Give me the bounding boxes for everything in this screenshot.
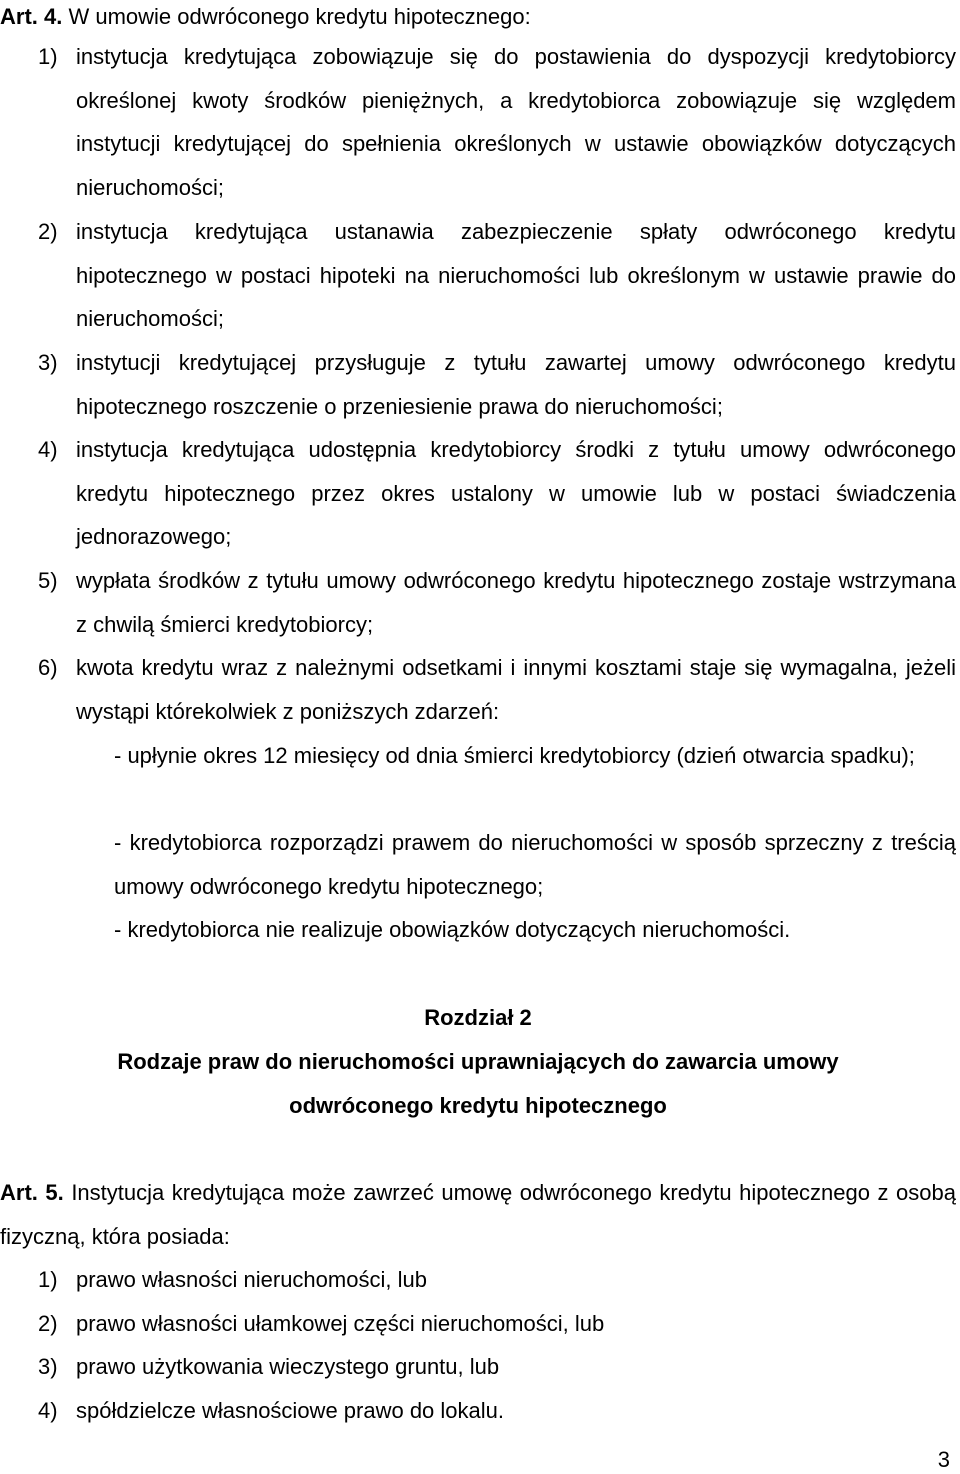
article-4-heading — [0, 2, 956, 32]
item-number: 3) — [38, 350, 58, 375]
article-4-item-4 — [38, 428, 956, 559]
article-5-item-3 — [38, 1345, 956, 1389]
article-4-subitem-1: - upłynie okres 12 miesięcy od dnia śmierci kredytobiorcy (dzień otwarcia spadku); — [114, 743, 915, 768]
item-text: instytucja kredytująca udostępnia kredytobiorcy środki z tytułu umowy odwróconego kredytu hipotecznego przez okres ustalony w umowie lub w postaci świadczenia jednorazowego; — [76, 437, 956, 550]
article-4-subitem-2: - kredytobiorca rozporządzi prawem do nieruchomości w sposób sprzeczny z treścią umowy odwróconego kredytu hipotecznego; — [114, 830, 956, 899]
chapter-number: Rozdział 2 — [424, 1005, 532, 1030]
item-text: spółdzielcze własnościowe prawo do lokalu. — [76, 1398, 505, 1423]
item-number: 1) — [38, 44, 58, 69]
chapter-title-line-2: odwróconego kredytu hipotecznego — [289, 1093, 667, 1118]
article-5-label: Art. 5. — [0, 1180, 64, 1205]
article-4-label: Art. 4. — [0, 4, 63, 29]
item-number: 3) — [38, 1354, 58, 1379]
item-text: instytucja kredytująca zobowiązuje się do postawienia do dyspozycji kredytobiorcy określonej kwoty środków pieniężnych, a kredytobiorca zobowiązuje się względem instytucji kredytującej do spełnienia określonych w ustawie obowiązków dotyczących nieruchomości; — [76, 44, 956, 200]
item-number: 6) — [38, 655, 58, 680]
item-text: prawo własności nieruchomości, lub — [76, 1267, 427, 1292]
item-text: instytucja kredytująca ustanawia zabezpieczenie spłaty odwróconego kredytu hipotecznego w postaci hipoteki na nieruchomości lub określonym w ustawie prawie do nieruchomości; — [76, 219, 956, 332]
article-5-intro: Instytucja kredytująca może zawrzeć umowę odwróconego kredytu hipotecznego z osobą fizyczną, która posiada: — [0, 1180, 956, 1249]
page-number: 3 — [937, 1447, 950, 1472]
item-text: kwota kredytu wraz z należnymi odsetkami i innymi kosztami staje się wymagalna, jeżeli wystąpi którekolwiek z poniższych zdarzeń: — [76, 655, 956, 724]
item-number: 5) — [38, 568, 58, 593]
item-number: 4) — [38, 437, 58, 462]
item-number: 1) — [38, 1267, 58, 1292]
article-4-item-6 — [38, 646, 956, 733]
item-number: 2) — [38, 219, 58, 244]
article-4-item-2 — [38, 210, 956, 341]
chapter-title-line-1: Rodzaje praw do nieruchomości uprawniających do zawarcia umowy — [117, 1049, 839, 1074]
item-number: 4) — [38, 1398, 58, 1423]
article-5-heading — [0, 1171, 956, 1258]
article-4-item-3 — [38, 341, 956, 428]
article-4-subitem-3: - kredytobiorca nie realizuje obowiązków dotyczących nieruchomości. — [114, 917, 791, 942]
article-4-item-5 — [38, 559, 956, 646]
article-5-item-2 — [38, 1302, 956, 1346]
item-number: 2) — [38, 1311, 58, 1336]
item-text: wypłata środków z tytułu umowy odwróconego kredytu hipotecznego zostaje wstrzymana z chwilą śmierci kredytobiorcy; — [76, 568, 956, 637]
article-5-item-4 — [38, 1389, 956, 1433]
article-4-item-1 — [38, 35, 956, 209]
article-4-intro: W umowie odwróconego kredytu hipotecznego: — [62, 4, 531, 29]
item-text: prawo własności ułamkowej części nieruchomości, lub — [76, 1311, 605, 1336]
item-text: prawo użytkowania wieczystego gruntu, lub — [76, 1354, 500, 1379]
item-text: instytucji kredytującej przysługuje z tytułu zawartej umowy odwróconego kredytu hipotecznego roszczenie o przeniesienie prawa do nieruchomości; — [76, 350, 956, 419]
article-5-item-1 — [38, 1258, 956, 1302]
